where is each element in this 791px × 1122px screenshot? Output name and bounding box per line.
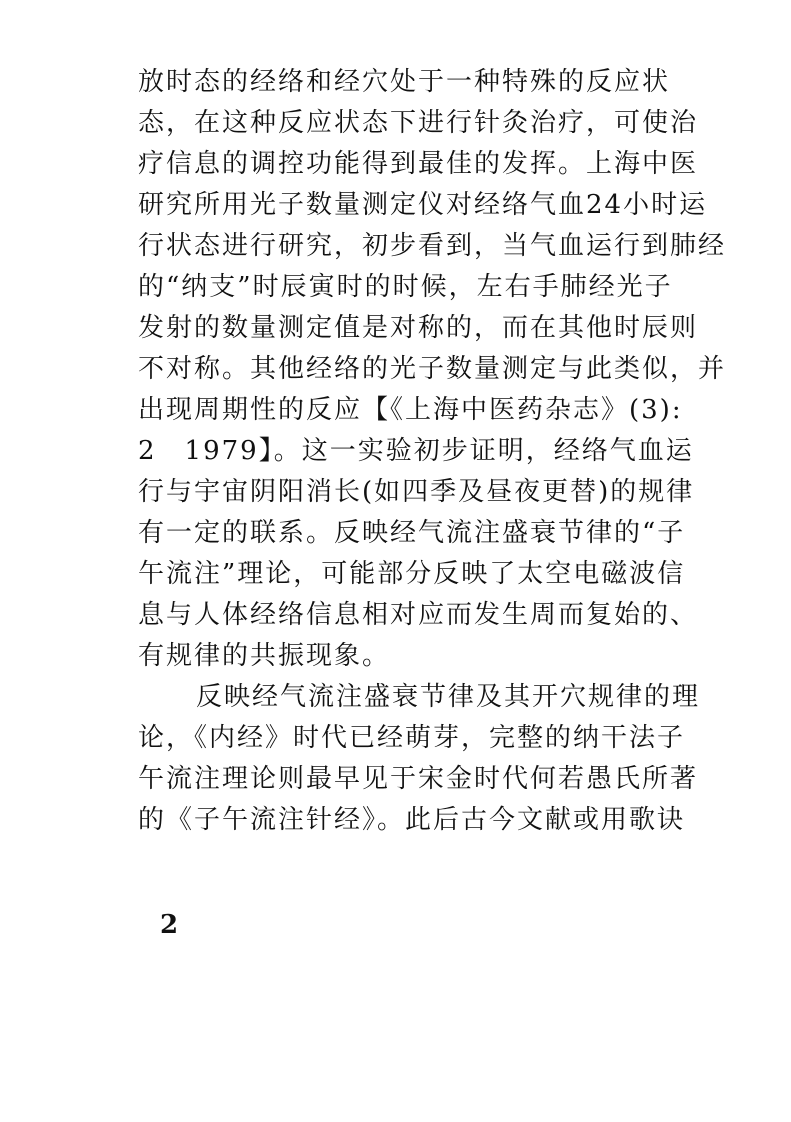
text-line: 态，在这种反应状态下进行针灸治疗，可使治	[138, 108, 699, 138]
text-line: 论，《内经》时代已经萌芽，完整的纳干法子	[138, 723, 686, 753]
paragraph-first-line: 反映经气流注盛衰节律及其开穴规律的理	[196, 682, 701, 712]
text-line: 疗信息的调控功能得到最佳的发挥。上海中医	[138, 149, 699, 179]
text-line: 午流注”理论，可能部分反映了太空电磁波信	[138, 559, 686, 589]
text-line: 有规律的共振现象。	[138, 641, 391, 671]
text-line: 不对称。其他经络的光子数量测定与此类似，并	[138, 354, 727, 384]
text-line: 行状态进行研究，初步看到，当气血运行到肺经	[138, 231, 727, 261]
text-line: 行与宇宙阴阳消长(如四季及昼夜更替)的规律	[138, 477, 695, 507]
text-line: 有一定的联系。反映经气流注盛衰节律的“子	[138, 518, 686, 548]
text-line: 研究所用光子数量测定仪对经络气血24小时运	[138, 190, 708, 220]
body-text	[138, 62, 728, 841]
text-line: 出现周期性的反应【《上海中医药杂志》(3):	[138, 395, 683, 425]
text-line: 息与人体经络信息相对应而发生周而复始的、	[138, 600, 699, 630]
text-line: 发射的数量测定值是对称的，而在其他时辰则	[138, 313, 699, 343]
text-line: 的“纳支”时辰寅时的时候，左右手肺经光子	[138, 272, 673, 302]
page-number: 2	[160, 910, 179, 940]
text-line: 放时态的经络和经穴处于一种特殊的反应状	[138, 67, 671, 97]
text-line: 的《子午流注针经》。此后古今文献或用歌诀	[138, 805, 686, 835]
text-line: 2 1979】。这一实验初步证明，经络气血运	[138, 436, 694, 466]
text-line: 午流注理论则最早见于宋金时代何若愚氏所著	[138, 764, 699, 794]
